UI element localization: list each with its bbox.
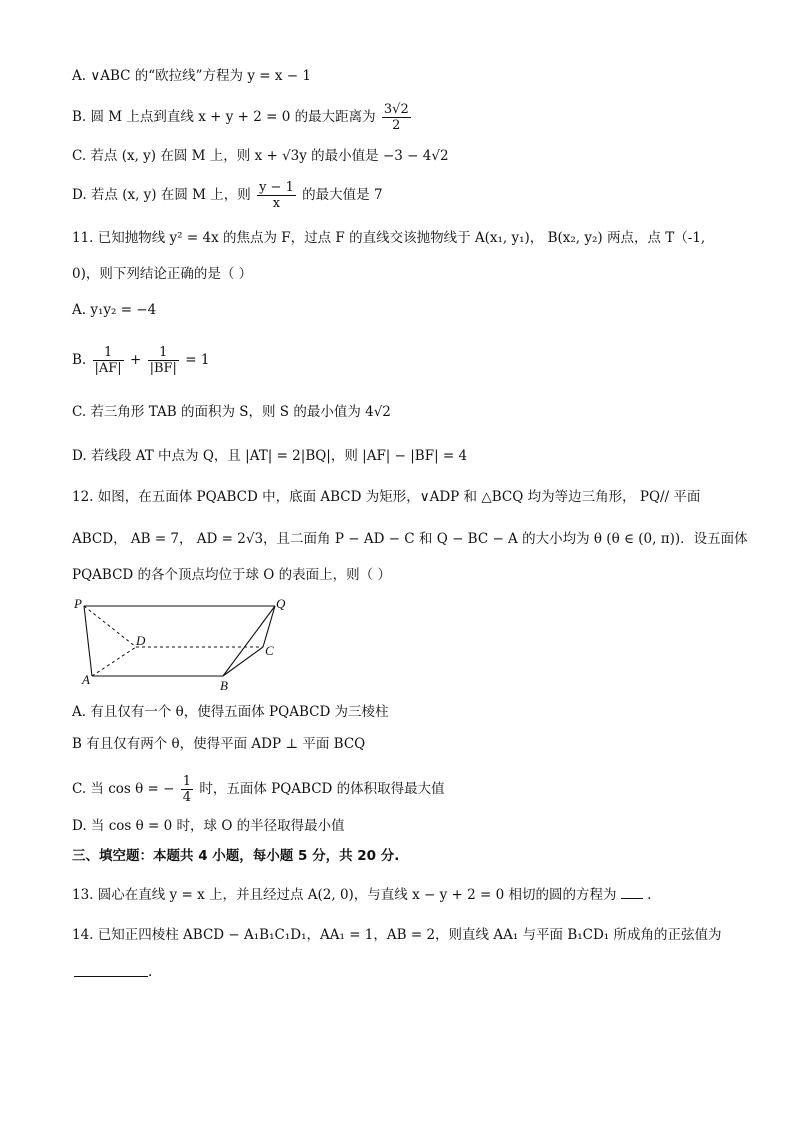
fraction-numerator: 3√2	[383, 102, 409, 117]
q12-option-c	[72, 768, 445, 810]
vertex-label-a: A	[82, 672, 90, 687]
q11-stem-line-2: 0)，则下列结论正确的是（ ）	[72, 266, 253, 282]
q10-option-b	[72, 100, 413, 134]
pentahedron-figure	[70, 598, 300, 694]
q10-option-b-text: B. 圆 M 上点到直线 x + y + 2 = 0 的最大距离为	[72, 109, 376, 125]
vertex-label-d: D	[136, 633, 146, 648]
fraction-denominator: x	[257, 195, 296, 211]
q11-option-b-fraction-2	[148, 345, 179, 376]
q11-option-c: C. 若三角形 TAB 的面积为 S，则 S 的最小值为 4√2	[72, 404, 391, 420]
fraction-numerator: y − 1	[259, 180, 294, 195]
q14-stem: 14. 已知正四棱柱 ABCD − A₁B₁C₁D₁，AA₁ = 1，AB = 2，则直线 AA₁ 与平面 B₁CD₁ 所成角的正弦值为	[72, 927, 722, 943]
vertex-label-b: B	[220, 678, 228, 693]
vertex-label-c: C	[265, 643, 274, 658]
q12-option-a: A. 有且仅有一个 θ，使得五面体 PQABCD 为三棱柱	[72, 704, 389, 720]
q13-stem	[72, 884, 651, 905]
q11-option-b	[72, 338, 209, 382]
q12-option-c-fraction	[181, 774, 193, 805]
q11-option-d: D. 若线段 AT 中点为 Q，且 |AT| = 2|BQ|，则 |AF| − |BF| = 4	[72, 448, 468, 464]
plus-sign: +	[129, 352, 142, 368]
q10-option-c: C. 若点 (x, y) 在圆 M 上，则 x + √3y 的最小值是 −3 − 4√2	[72, 148, 449, 164]
q12-option-b: B 有且仅有两个 θ，使得平面 ADP ⊥ 平面 BCQ	[72, 736, 366, 752]
fraction-denominator: 2	[382, 117, 411, 133]
q13-text: 13. 圆心在直线 y = x 上，并且经过点 A(2, 0)，与直线 x − y + 2 = 0 相切的圆的方程为	[72, 887, 617, 903]
edge-bq	[223, 606, 275, 676]
section-heading-fill-in: 三、填空题：本题共 4 小题，每小题 5 分，共 20 分.	[72, 848, 400, 864]
vertex-label-p: P	[74, 598, 82, 611]
fraction-denominator: 4	[182, 790, 192, 805]
edge-pd-hidden	[84, 606, 136, 647]
q10-option-d	[72, 178, 383, 212]
q10-option-a: A. ∨ABC 的“欧拉线”方程为 y = x − 1	[72, 68, 311, 84]
q10-option-b-fraction	[382, 102, 411, 133]
q13-period: .	[647, 887, 652, 903]
equals-one: = 1	[185, 352, 210, 368]
q11-option-a: A. y₁y₂ = −4	[72, 302, 157, 318]
edge-cq	[263, 606, 275, 647]
edge-bc	[223, 647, 263, 676]
q12-option-c-text: C. 当 cos θ = −	[72, 781, 175, 797]
q11-option-b-label: B.	[72, 352, 87, 368]
q14-period: .	[148, 964, 153, 980]
fraction-numerator: 1	[159, 345, 168, 360]
vertex-label-q: Q	[276, 598, 286, 611]
q12-stem-line-1: 12. 如图，在五面体 PQABCD 中，底面 ABCD 为矩形，∨ADP 和 △BCQ 均为等边三角形， PQ// 平面	[72, 489, 701, 505]
q12-option-d: D. 当 cos θ = 0 时，球 O 的半径取得最小值	[72, 818, 345, 834]
edge-pa	[84, 606, 92, 676]
q12-stem-line-3: PQABCD 的各个顶点均位于球 O 的表面上，则（ ）	[72, 567, 391, 583]
fraction-denominator: |BF|	[149, 361, 177, 376]
q12-stem-line-2: ABCD， AB = 7， AD = 2√3，且二面角 P − AD − C 和 Q − BC − A 的大小均为 θ (θ ∈ (0, π))．设五面体	[72, 531, 748, 547]
q10-option-d-end: 的最大值是 7	[302, 187, 383, 203]
q10-option-d-fraction	[257, 180, 296, 211]
fraction-numerator: 1	[182, 774, 192, 789]
answer-blank[interactable]	[621, 884, 643, 899]
fraction-numerator: 1	[103, 345, 113, 360]
edge-ad-hidden	[92, 647, 136, 676]
answer-blank-long[interactable]	[74, 976, 148, 977]
q12-option-c-end: 时，五面体 PQABCD 的体积取得最大值	[199, 781, 445, 797]
q11-stem-line-1: 11. 已知抛物线 y² = 4x 的焦点为 F，过点 F 的直线交该抛物线于 A(x₁, y₁)， B(x₂, y₂) 两点，点 T（-1,	[72, 230, 706, 246]
q10-option-d-text: D. 若点 (x, y) 在圆 M 上，则	[72, 187, 251, 203]
q11-option-b-fraction-1	[93, 345, 124, 376]
fraction-denominator: |AF|	[94, 361, 122, 376]
